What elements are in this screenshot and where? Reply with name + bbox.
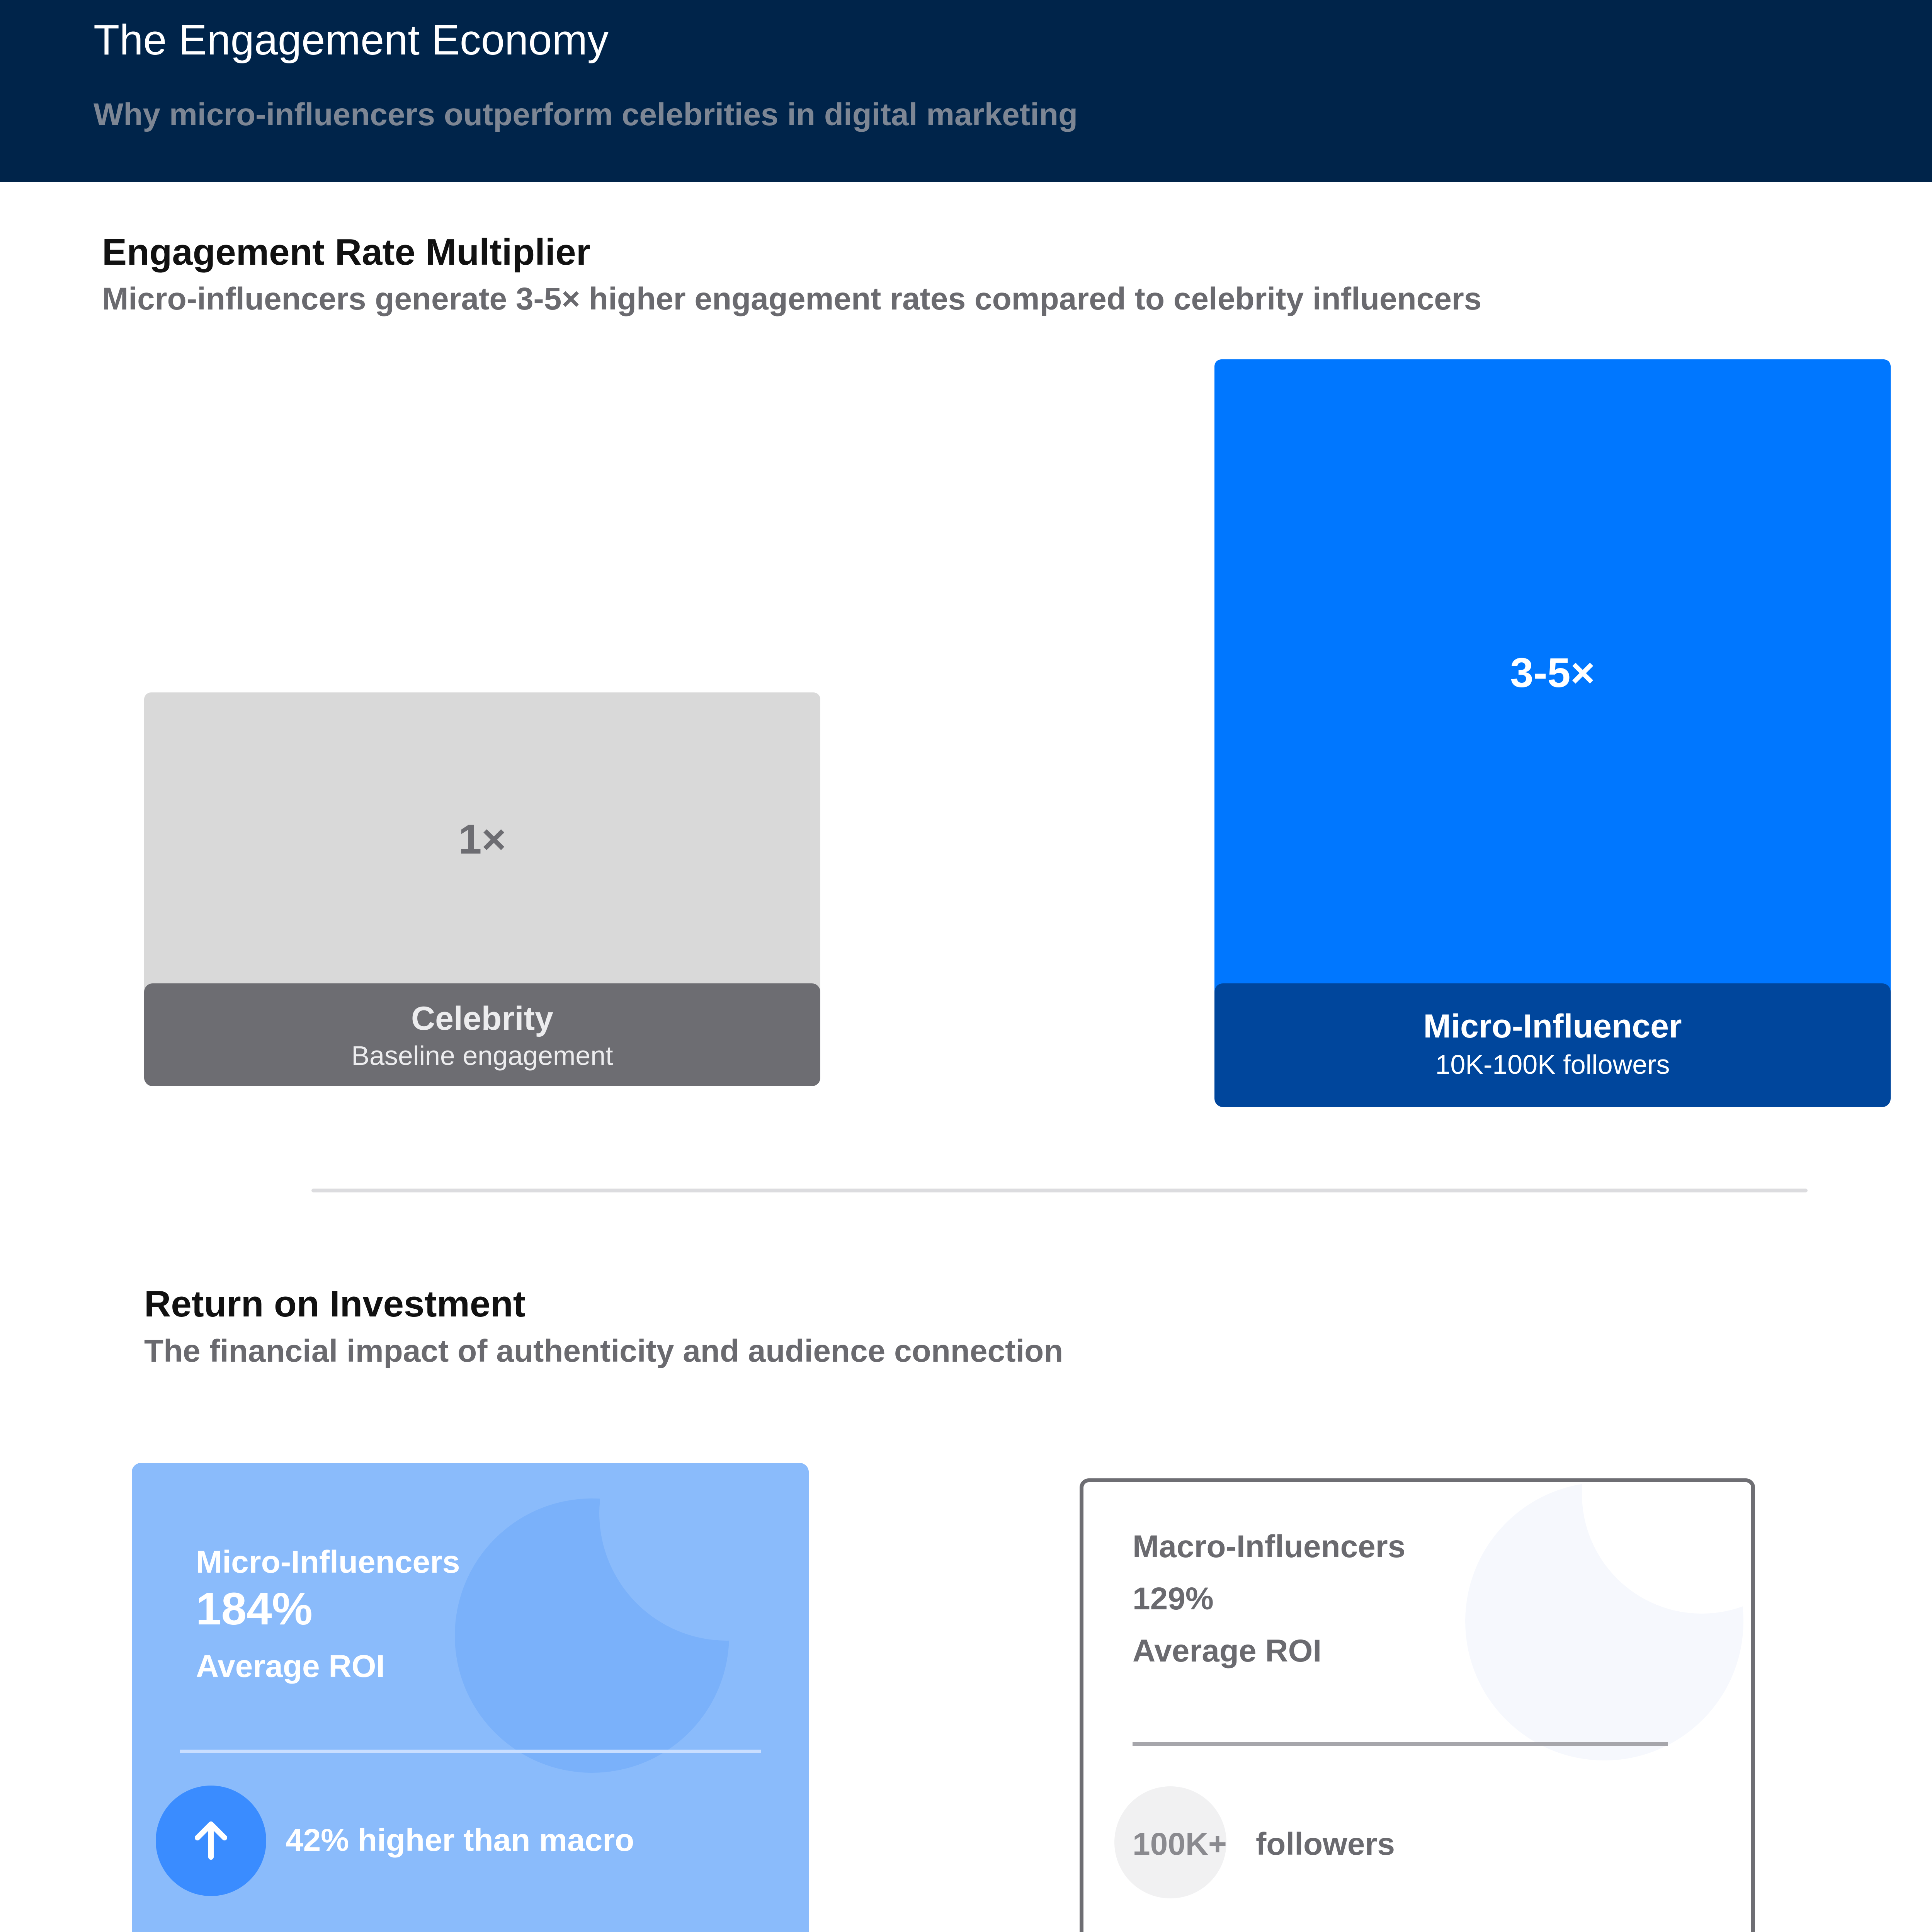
page-subtitle: Why micro-influencers outperform celebrities in digital marketing — [94, 97, 1078, 132]
macro-roi-card — [1080, 1478, 1755, 1932]
micro-comparison-note: 42% higher than macro — [286, 1823, 634, 1858]
roi-title: Return on Investment — [144, 1283, 526, 1325]
bar-category-description: Baseline engagement — [351, 1041, 613, 1071]
card-divider — [1133, 1742, 1668, 1746]
section-divider — [311, 1189, 1808, 1192]
micro-roi-label: Average ROI — [196, 1649, 385, 1684]
macro-followers-note: followers — [1256, 1827, 1395, 1862]
engagement-subtitle: Micro-influencers generate 3-5× higher engagement rates compared to celebrity influencers — [102, 281, 1482, 316]
micro-roi-card — [132, 1463, 809, 1932]
macro-roi-label: Average ROI — [1133, 1633, 1322, 1668]
bar-category-description: 10K-100K followers — [1435, 1049, 1670, 1080]
macro-followers-badge-text: 100K+ — [1133, 1827, 1227, 1862]
page-title: The Engagement Economy — [94, 16, 609, 64]
bar-category-label: Celebrity — [411, 1000, 554, 1037]
roi-subtitle: The financial impact of authenticity and audience connection — [144, 1333, 1063, 1369]
header-banner — [0, 0, 1932, 182]
macro-roi-value: 129% — [1133, 1581, 1214, 1616]
card-divider — [180, 1750, 761, 1753]
bar-value-label: 1× — [458, 815, 506, 862]
micro-card-name: Micro-Influencers — [196, 1544, 460, 1580]
engagement-title: Engagement Rate Multiplier — [102, 231, 591, 273]
arrow-up-icon — [156, 1786, 266, 1896]
micro-roi-value: 184% — [196, 1583, 313, 1634]
bar-value-label: 3-5× — [1510, 649, 1595, 696]
macro-card-name: Macro-Influencers — [1133, 1529, 1406, 1564]
bar-category-label: Micro-Influencer — [1423, 1008, 1682, 1045]
